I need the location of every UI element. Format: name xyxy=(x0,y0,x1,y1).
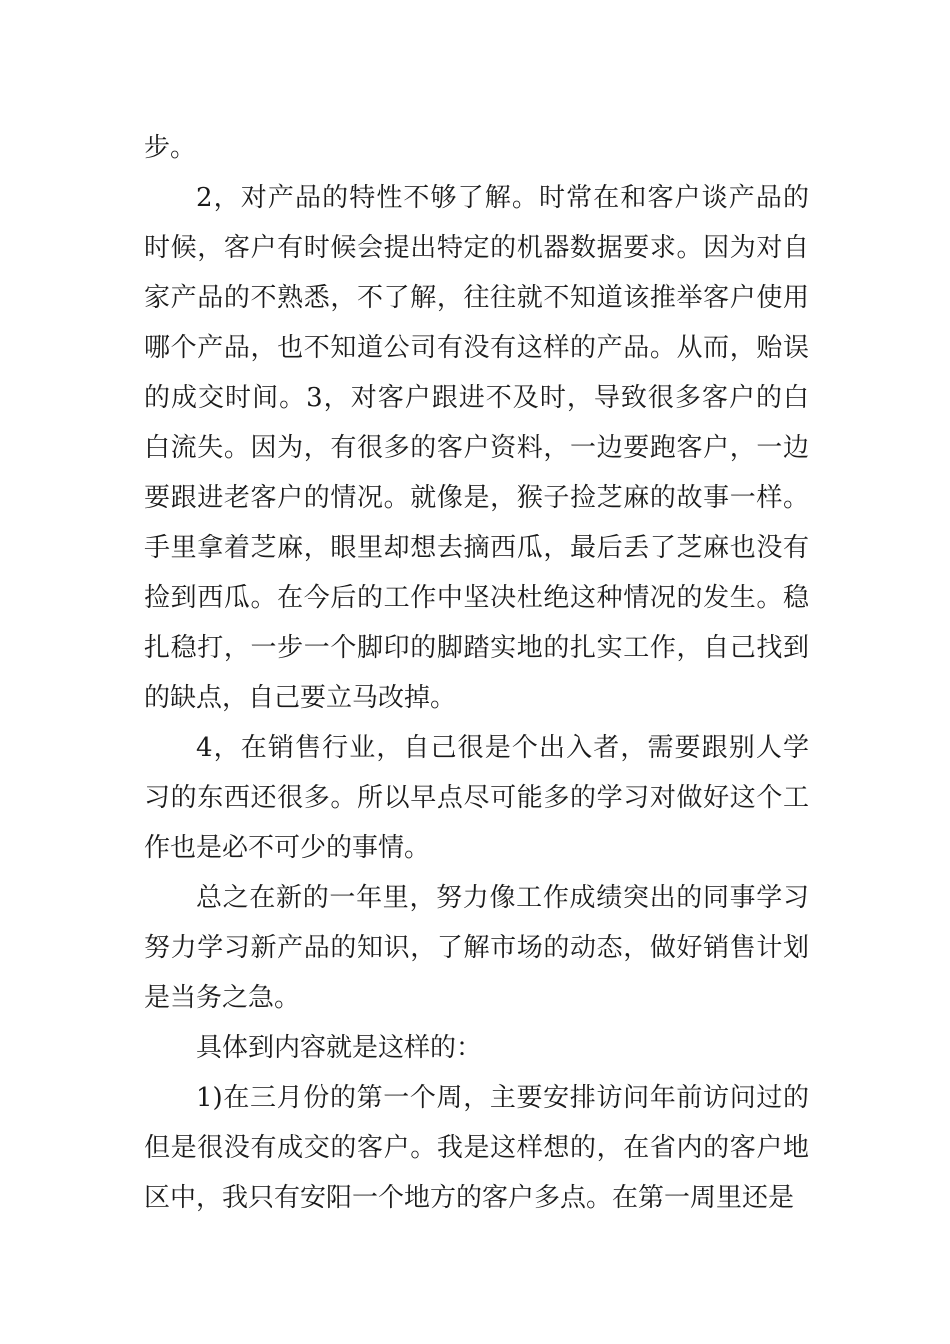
paragraph-point-2-3: 2，对产品的特性不够了解。时常在和客户谈产品的时候，客户有时候会提出特定的机器数据要求。因为对自家产品的不熟悉，不了解，往往就不知道该推举客户使用哪个产品，也不知道公司有没有这样的产品。从而，贻误的成交时间。3，对客户跟进不及时，导致很多客户的白白流失。因为，有很多的客户资料，一边要跑客户，一边要跟进老客户的情况。就像是，猴子捡芝麻的故事一样。手里拿着芝麻，眼里却想去摘西瓜，最后丢了芝麻也没有捡到西瓜。在今后的工作中坚决杜绝这种情况的发生。稳扎稳打，一步一个脚印的脚踏实地的扎实工作，自己找到的缺点，自己要立马改掉。 xyxy=(144,183,809,713)
paragraph-details-intro: 具体到内容就是这样的： xyxy=(196,1033,483,1063)
document-body xyxy=(144,123,809,1223)
paragraph-continuation: 步。 xyxy=(144,133,197,163)
paragraph-point-4: 4，在销售行业，自己很是个出入者，需要跟别人学习的东西还很多。所以早点尽可能多的学习对做好这个工作也是必不可少的事情。 xyxy=(144,733,809,863)
paragraph-plan-item-1: 1)在三月份的第一个周，主要安排访问年前访问过的但是很没有成交的客户。我是这样想的，在省内的客户地区中，我只有安阳一个地方的客户多点。在第一周里还是 xyxy=(144,1083,809,1213)
paragraph-summary: 总之在新的一年里，努力像工作成绩突出的同事学习努力学习新产品的知识，了解市场的动态，做好销售计划是当务之急。 xyxy=(144,883,809,1013)
